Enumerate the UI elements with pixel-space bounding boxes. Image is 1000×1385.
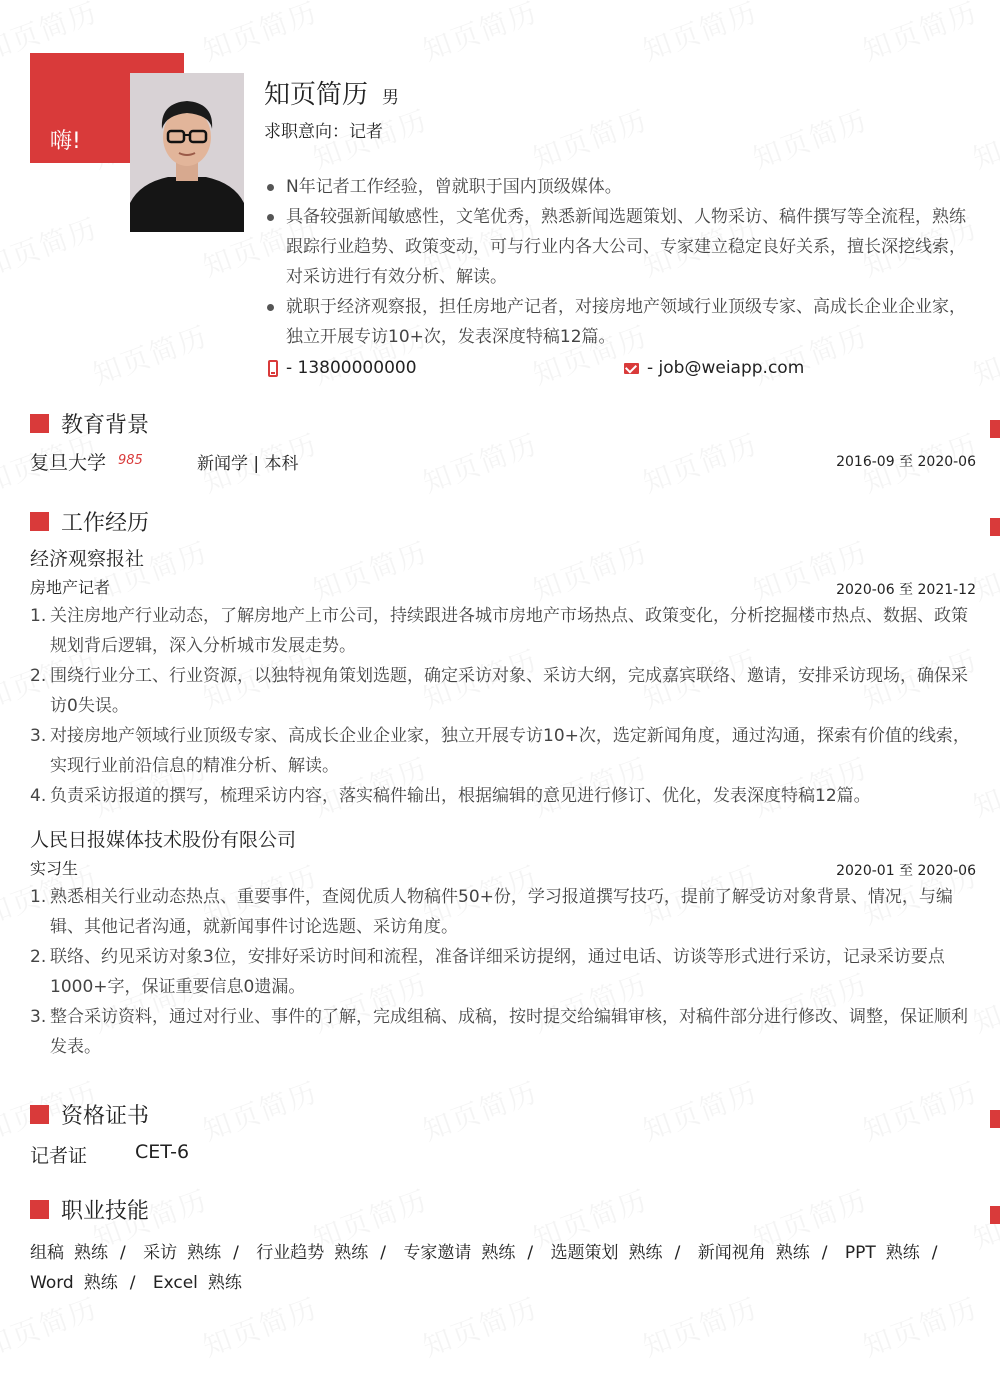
skill-level: 熟练	[187, 1243, 222, 1263]
skill-name: 行业趋势	[256, 1243, 325, 1263]
skill-separator: /	[380, 1243, 387, 1263]
summary-list	[264, 172, 980, 352]
candidate-gender: 男	[382, 88, 400, 108]
education-date: 2016-09 至 2020-06	[836, 454, 976, 470]
duty-item: 2. 联络、约见采访对象3位，安排好采访时间和流程，准备详细采访提纲，通过电话、访谈等形式进行采访，记录采访要点1000+字，保证重要信息0遗漏。	[30, 947, 945, 997]
role-row	[30, 575, 976, 601]
work-section	[30, 506, 976, 1062]
mail-icon	[624, 363, 639, 374]
school-name: 复旦大学	[30, 452, 107, 474]
section-title: 职业技能	[61, 1198, 150, 1224]
duty-item: 3. 整合采访资料，通过对行业、事件的了解，完成组稿、成稿，按时提交给编辑审核，对稿件部分进行修改、调整，保证顺利发表。	[30, 1007, 968, 1057]
section-square-icon	[30, 512, 49, 531]
skill-separator: /	[233, 1243, 239, 1263]
skill-level: 熟练	[74, 1243, 108, 1263]
skill-level: 熟练	[885, 1243, 920, 1263]
duty-item: 1. 关注房地产行业动态，了解房地产上市公司，持续跟进各城市房地产市场热点、政策变化，分析挖掘楼市热点、数据、政策规划背后逻辑，深入分析城市发展走势。	[30, 606, 968, 656]
skill-level: 熟练	[628, 1243, 663, 1263]
section-square-icon	[30, 414, 49, 433]
section-title: 资格证书	[61, 1103, 150, 1129]
skill-item	[153, 1273, 242, 1293]
duty-item: 4. 负责采访报道的撰写，梳理采访内容，落实稿件输出，根据编辑的意见进行修订、优化，发表深度特稿12篇。	[30, 786, 871, 806]
skill-name: Word	[30, 1273, 74, 1293]
summary-item: 具备较强新闻敏感性，文笔优秀，熟悉新闻选题策划、人物采访、稿件撰写等全流程，熟练跟踪行业趋势、政策变动，可与行业内各大公司、专家建立稳定良好关系，擅长深挖线索，对采访进行有效分析、解读。	[264, 202, 980, 292]
phone-number[interactable]: - 13800000000	[286, 358, 417, 378]
skill-name: Excel	[152, 1273, 198, 1293]
job-role: 实习生	[30, 859, 79, 878]
section-square-icon	[30, 1105, 49, 1124]
company-name: 人民日报媒体技术股份有限公司	[30, 829, 297, 851]
contact-phone	[268, 358, 417, 378]
section-side-marker	[990, 1206, 1000, 1224]
certificate-item: 记者证	[30, 1145, 88, 1167]
skill-name: 选题策划	[550, 1243, 619, 1263]
job-role: 房地产记者	[30, 578, 111, 597]
email-address[interactable]: - job@weiapp.com	[647, 358, 805, 378]
skill-level: 熟练	[334, 1243, 369, 1263]
skill-item	[143, 1243, 221, 1263]
certificate-list	[30, 1141, 976, 1168]
skill-name: PPT	[844, 1243, 876, 1263]
role-row	[30, 856, 976, 882]
phone-icon	[268, 360, 278, 377]
company-name: 经济观察报社	[30, 548, 145, 570]
section-square-icon	[30, 1200, 49, 1219]
name-row	[264, 74, 399, 111]
profile-photo	[130, 73, 244, 232]
candidate-name: 知页简历	[264, 80, 369, 110]
skill-level: 熟练	[83, 1273, 118, 1293]
skill-name: 采访	[143, 1243, 178, 1263]
skill-item	[698, 1243, 810, 1263]
greeting-text: 嗨!	[50, 129, 81, 154]
section-header	[30, 1099, 976, 1129]
skill-separator: /	[129, 1273, 136, 1293]
skill-item	[403, 1243, 515, 1263]
job-entry	[30, 544, 976, 811]
education-section	[30, 408, 976, 478]
section-side-marker	[990, 420, 1000, 438]
summary-item: 就职于经济观察报，担任房地产记者，对接房地产领域行业顶级专家、高成长企业企业家，独立开展专访10+次，发表深度特稿12篇。	[264, 292, 980, 352]
certificates-section	[30, 1099, 976, 1168]
section-header	[30, 408, 976, 438]
job-entry	[30, 825, 976, 1062]
major-degree: 新闻学 | 本科	[197, 454, 299, 474]
skill-list	[30, 1238, 960, 1298]
skill-name: 专家邀请	[403, 1243, 472, 1263]
contact-email	[624, 358, 804, 378]
duty-item: 2. 围绕行业分工、行业资源，以独特视角策划选题，确定采访对象、采访大纲，完成嘉宾联络、邀请，安排采访现场，确保采访0失误。	[30, 666, 968, 716]
skills-section	[30, 1194, 976, 1298]
skill-name: 组稿	[30, 1243, 64, 1263]
education-entry	[30, 448, 976, 478]
duty-item: 3. 对接房地产领域行业顶级专家、高成长企业企业家，独立开展专访10+次，选定新闻角度，通过沟通，探索有价值的线索，实现行业前沿信息的精准分析、解读。	[30, 726, 970, 776]
skill-separator: /	[120, 1243, 126, 1263]
skill-level: 熟练	[775, 1243, 810, 1263]
duty-item: 1. 熟悉相关行业动态热点、重要事件，查阅优质人物稿件50+份，学习报道撰写技巧，提前了解受访对象背景、情况，与编辑、其他记者沟通，就新闻事件讨论选题、采访角度。	[30, 887, 953, 937]
skill-separator: /	[527, 1243, 534, 1263]
section-side-marker	[990, 1110, 1000, 1128]
skill-item	[845, 1243, 920, 1263]
certificate-item: CET-6	[135, 1141, 190, 1163]
duty-list	[30, 882, 976, 1062]
summary-item: N年记者工作经验，曾就职于国内顶级媒体。	[264, 172, 980, 202]
section-title: 工作经历	[61, 510, 150, 536]
skill-level: 熟练	[481, 1243, 516, 1263]
skill-separator: /	[674, 1243, 681, 1263]
skill-item	[30, 1243, 108, 1263]
skill-separator: /	[821, 1243, 828, 1263]
skill-separator: /	[931, 1243, 938, 1263]
school-badge: 985	[118, 453, 143, 468]
job-date: 2020-06 至 2021-12	[836, 582, 976, 598]
skill-level: 熟练	[207, 1273, 242, 1293]
skill-name: 新闻视角	[697, 1243, 766, 1263]
section-header	[30, 506, 976, 536]
section-side-marker	[990, 518, 1000, 536]
section-header	[30, 1194, 976, 1224]
skill-item	[551, 1243, 663, 1263]
duty-list	[30, 601, 976, 811]
job-intent: 求职意向：记者	[264, 122, 383, 142]
section-title: 教育背景	[61, 412, 150, 438]
job-date: 2020-01 至 2020-06	[836, 863, 976, 879]
skill-item	[256, 1243, 368, 1263]
skill-item	[30, 1273, 118, 1293]
